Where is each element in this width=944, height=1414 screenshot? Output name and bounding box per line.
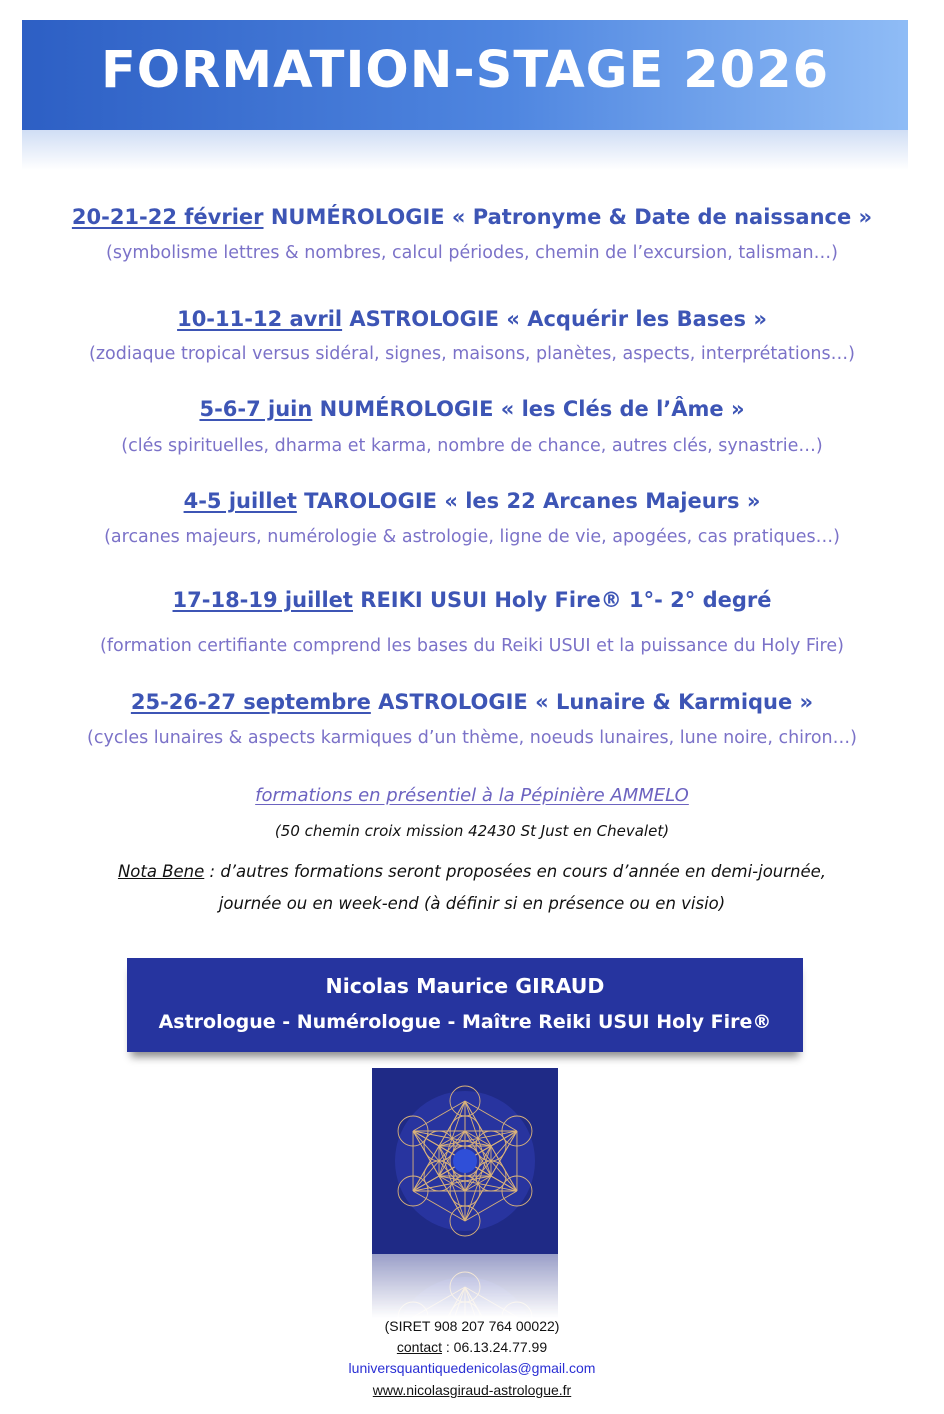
event-title: ASTROLOGIE « Lunaire & Karmique » xyxy=(378,690,814,714)
venue-address: (50 chemin croix mission 42430 St Just en Chevalet) xyxy=(274,822,670,840)
venue-link[interactable]: formations en présentiel à la Pépinière AMMELO xyxy=(255,785,689,806)
metatron-cube-icon xyxy=(372,1068,558,1254)
email-link[interactable]: luniversquantiquedenicolas@gmail.com xyxy=(348,1360,596,1376)
event-5 xyxy=(0,588,944,656)
event-description: (symbolisme lettres & nombres, calcul périodes, chemin de l’excursion, talisman…) xyxy=(106,243,838,263)
event-title-line xyxy=(0,397,944,421)
contact-label: contact xyxy=(396,1339,443,1355)
contact-line xyxy=(0,1339,944,1355)
nota-bene xyxy=(0,856,944,920)
contact-phone[interactable]: : 06.13.24.77.99 xyxy=(442,1339,548,1355)
presenter-name: Nicolas Maurice GIRAUD xyxy=(325,974,605,998)
header-banner xyxy=(22,20,908,130)
event-date: 5-6-7 juin xyxy=(199,397,313,421)
event-title: TAROLOGIE « les 22 Arcanes Majeurs » xyxy=(304,489,761,513)
event-description: (arcanes majeurs, numérologie & astrologie, ligne de vie, apogées, cas pratiques…) xyxy=(104,527,840,547)
event-description: (formation certifiante comprend les bases du Reiki USUI et la puissance du Holy Fire) xyxy=(100,636,844,656)
presenter-role: Astrologue - Numérologue - Maître Reiki USUI Holy Fire® xyxy=(158,1011,772,1033)
event-title-line xyxy=(0,489,944,513)
event-description: (clés spirituelles, dharma et karma, nombre de chance, autres clés, synastrie…) xyxy=(121,436,823,456)
banner-reflection xyxy=(22,130,908,170)
event-title-line xyxy=(0,588,944,612)
presenter-box xyxy=(127,958,803,1052)
event-title-line xyxy=(0,307,944,331)
event-date: 25-26-27 septembre xyxy=(130,690,371,714)
nota-label: Nota Bene xyxy=(117,862,205,881)
event-date: 10-11-12 avril xyxy=(177,307,343,331)
event-2 xyxy=(0,307,944,364)
event-description: (zodiaque tropical versus sidéral, signes, maisons, planètes, aspects, interprétations…) xyxy=(89,344,855,364)
event-date: 17-18-19 juillet xyxy=(172,588,353,612)
page-title: FORMATION-STAGE 2026 xyxy=(100,40,830,100)
event-3 xyxy=(0,397,944,456)
event-date: 4-5 juillet xyxy=(183,489,297,513)
event-title: ASTROLOGIE « Acquérir les Bases » xyxy=(349,307,767,331)
event-title: NUMÉROLOGIE « Patronyme & Date de naissance » xyxy=(270,205,873,229)
event-date: 20-21-22 février xyxy=(71,205,264,229)
event-title: NUMÉROLOGIE « les Clés de l’Âme » xyxy=(319,397,745,421)
event-description: (cycles lunaires & aspects karmiques d’un thème, noeuds lunaires, lune noire, chiron…) xyxy=(87,728,857,748)
siret: (SIRET 908 207 764 00022) xyxy=(384,1318,560,1334)
event-title-line xyxy=(0,690,944,714)
logo-reflection xyxy=(372,1254,558,1318)
event-title: REIKI USUI Holy Fire® 1°- 2° degré xyxy=(360,588,772,612)
event-6 xyxy=(0,690,944,748)
event-title-line xyxy=(0,205,944,229)
event-1 xyxy=(0,205,944,263)
event-4 xyxy=(0,489,944,547)
website-link[interactable]: www.nicolasgiraud-astrologue.fr xyxy=(372,1382,572,1398)
nota-line-2: journée ou en week-end (à définir si en présence ou en visio) xyxy=(218,894,726,913)
nota-text-1: : d’autres formations seront proposées en cours d’année en demi-journée, xyxy=(204,862,827,881)
nota-line-1 xyxy=(0,856,944,888)
